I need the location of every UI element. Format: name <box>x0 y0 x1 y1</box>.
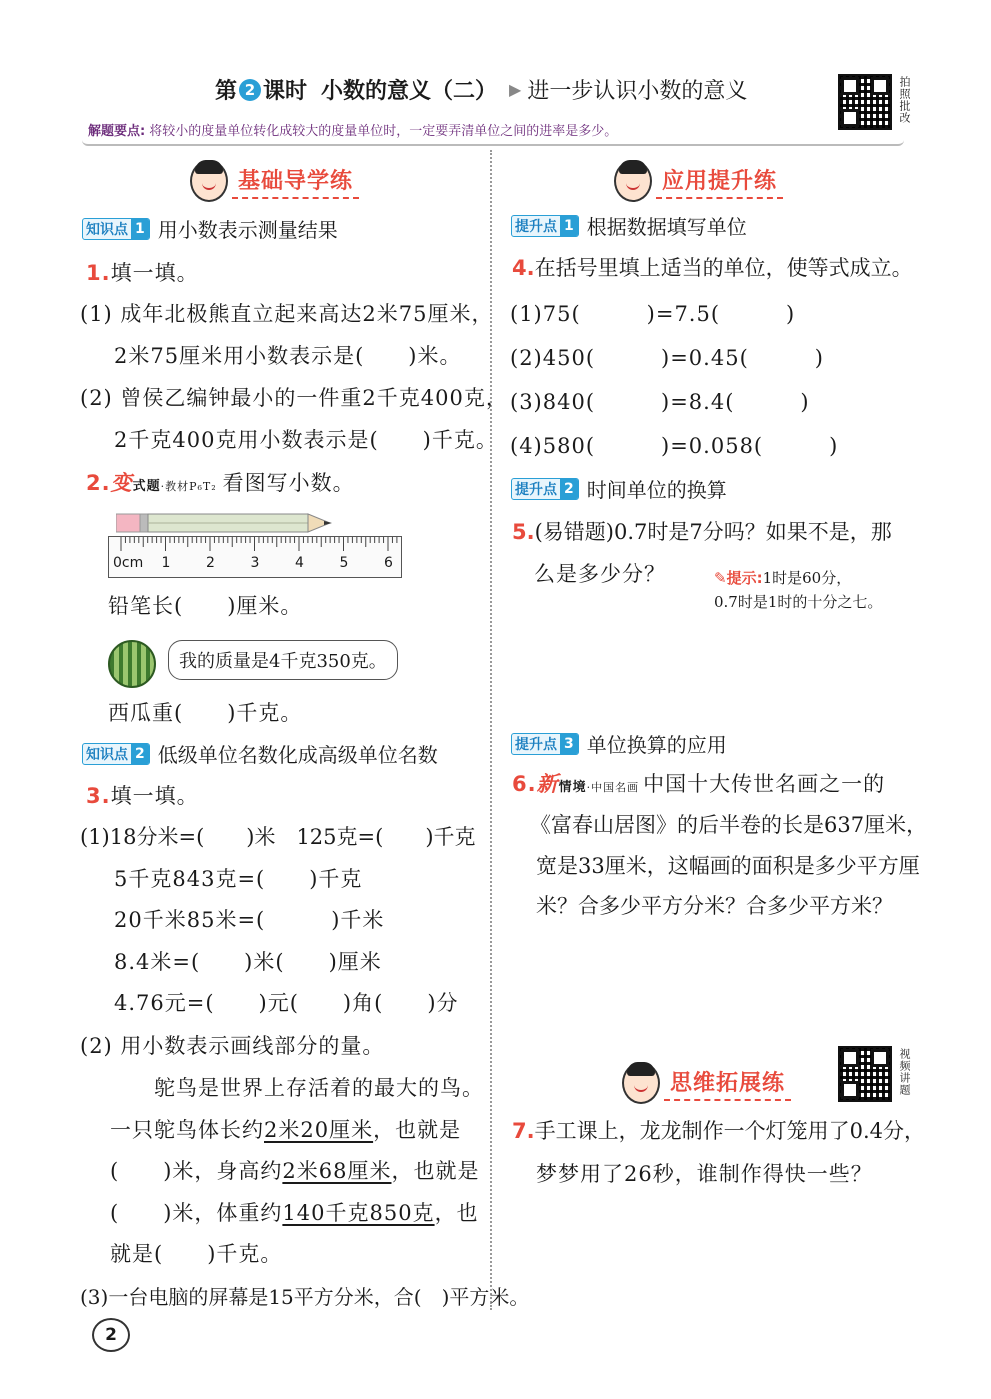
tip-text: 将较小的度量单位转化成较大的度量单位时，一定要弄清单位之间的进率是多少。 <box>149 123 618 139</box>
question-7-line-1 <box>512 1115 925 1145</box>
page-number-text: 2 <box>105 1325 117 1345</box>
kp-badge-label: 知识点 <box>86 221 128 238</box>
hint-icon: ✎ <box>714 569 727 587</box>
question-number: 3. <box>86 784 111 808</box>
q3-row-5: 4.76元=( )元( )角( )分 <box>114 991 459 1015</box>
q3-ostrich-2 <box>110 1114 461 1144</box>
text: 一只鸵鸟体长约 <box>110 1118 264 1142</box>
q4-row-2: (2)450( )=0.45( ) <box>510 346 824 370</box>
question-6-line-3: 宽是33厘米，这幅画的面积是多少平方厘 <box>536 854 920 878</box>
q3-row-2: 5千克843克=( )千克 <box>114 867 363 891</box>
hint-box <box>714 566 882 614</box>
text: ，也就是 <box>391 1159 480 1183</box>
knowledge-point-1 <box>82 214 338 243</box>
q3-ostrich-3 <box>110 1155 479 1185</box>
variant-tag: 变 <box>110 471 133 495</box>
scenario-tag-3: ·中国名画 <box>586 781 640 794</box>
q1-line-1: (1) 成年北极熊直立起来高达2米75厘米， <box>80 302 494 326</box>
ruler-tick-label: 4 <box>295 555 304 571</box>
section-title-text: 基础导学练 <box>232 164 359 199</box>
section-title-basic <box>190 160 359 202</box>
section-title-text: 应用提升练 <box>656 164 783 199</box>
kp-badge <box>511 478 579 500</box>
q1-line-4: 2千克400克用小数表示是( )千克。 <box>114 428 498 452</box>
underlined-quantity: 140千克850克 <box>282 1201 435 1225</box>
textbook-ref: ·教材P₆T₂ <box>160 480 217 493</box>
question-text: 填一填。 <box>110 261 199 285</box>
underlined-quantity: 2米68厘米 <box>282 1159 392 1183</box>
ruler-tick-label: 0cm <box>113 555 144 571</box>
hint-text-1: 1时是60分， <box>762 569 852 587</box>
question-number: 6. <box>512 772 537 796</box>
ruler <box>108 536 402 578</box>
improve-point-2 <box>511 474 727 503</box>
kp-label: 单位换算的应用 <box>586 733 727 757</box>
lesson-title: 小数的意义（二） <box>321 79 498 104</box>
kp-badge-label: 提升点 <box>515 218 557 235</box>
watermelon-bubble <box>168 640 398 680</box>
kp-badge-label: 提升点 <box>515 736 557 753</box>
section-title-apply <box>614 160 783 202</box>
kp-label: 低级单位名数化成高级单位名数 <box>157 743 438 767</box>
kp-badge-label: 知识点 <box>86 746 128 763</box>
q3-ostrich-1: 鸵鸟是世界上存活着的最大的鸟。 <box>154 1076 484 1100</box>
q4-row-4: (4)580( )=0.058( ) <box>510 434 839 458</box>
page-number <box>92 1318 130 1352</box>
q3-row-3: 20千米85米=( )千米 <box>114 908 385 932</box>
question-6-line-1 <box>512 768 885 798</box>
lesson-prefix: 第 <box>215 79 238 104</box>
kp-badge <box>511 215 579 237</box>
ruler-tick-label: 1 <box>161 555 171 571</box>
bubble-text: 我的质量是4千克350克。 <box>179 651 387 672</box>
question-6-line-4: 米？合多少平方分米？合多少平方米？ <box>536 894 893 918</box>
ruler-tick-label: 6 <box>384 555 393 571</box>
qr-label: 拍照批改 <box>898 76 911 124</box>
student-face-icon <box>190 160 228 202</box>
student-face-icon <box>614 160 652 202</box>
ruler-ticks <box>109 537 401 555</box>
kp-label: 根据数据填写单位 <box>586 215 747 239</box>
lesson-suffix: 课时 <box>263 79 308 104</box>
lesson-header <box>215 74 747 105</box>
watermelon-icon <box>108 640 156 688</box>
q4-row-1: (1)75( )=7.5( ) <box>510 302 796 326</box>
question-number: 2. <box>86 471 111 495</box>
question-5-line-1 <box>512 516 892 546</box>
melon-answer: 西瓜重( )千克。 <box>108 701 303 725</box>
hint-text-2: 0.7时是1时的十分之七。 <box>714 593 883 611</box>
q1-line-3: (2) 曾侯乙编钟最小的一件重2千克400克， <box>80 386 508 410</box>
kp-badge <box>511 733 579 755</box>
question-1-title <box>86 257 199 287</box>
kp-badge <box>82 218 150 240</box>
play-arrow-icon: ▶ <box>509 80 522 99</box>
q3-ostrich-5: 就是( )千克。 <box>110 1242 283 1266</box>
text: ，也 <box>434 1201 479 1225</box>
q4-row-3: (3)840( )=8.4( ) <box>510 390 810 414</box>
q3-part-2: (2) 用小数表示画线部分的量。 <box>80 1034 385 1058</box>
question-7-line-2: 梦梦用了26秒，谁制作得快一些？ <box>536 1162 873 1186</box>
ruler-tick-label: 3 <box>250 555 260 571</box>
variant-tag-2: 式题 <box>132 479 161 494</box>
improve-point-1 <box>511 211 747 240</box>
question-text: (易错题)0.7时是7分吗？如果不是，那 <box>534 520 892 544</box>
student-face-icon <box>622 1062 660 1104</box>
question-text: 在括号里填上适当的单位，使等式成立。 <box>534 256 913 280</box>
question-6-line-2: 《富春山居图》的后半卷的长是637厘米， <box>530 813 928 837</box>
kp-badge-num: 1 <box>131 219 149 239</box>
pencil-illustration <box>116 510 336 536</box>
lesson-number-badge: 2 <box>239 79 261 101</box>
question-number: 4. <box>512 256 535 280</box>
kp-label: 用小数表示测量结果 <box>157 218 338 242</box>
q3-part-3: (3)一台电脑的屏幕是15平方分米，合( )平方米。 <box>80 1285 530 1309</box>
pencil-answer: 铅笔长( )厘米。 <box>108 594 303 618</box>
question-text: 中国十大传世名画之一的 <box>643 772 886 796</box>
text: ( )米，体重约 <box>110 1201 283 1225</box>
question-2-title <box>86 467 355 497</box>
improve-point-3 <box>511 729 727 758</box>
kp-badge-num: 3 <box>560 734 578 754</box>
q3-row-4: 8.4米=( )米( )厘米 <box>114 950 382 974</box>
q1-line-2: 2米75厘米用小数表示是( )米。 <box>114 344 462 368</box>
tip-label: 解题要点: <box>88 123 146 139</box>
question-text: 看图写小数。 <box>222 471 355 495</box>
kp-badge-num: 2 <box>560 479 578 499</box>
video-qr-label: 视频讲题 <box>898 1048 911 1096</box>
underlined-quantity: 2米20厘米 <box>264 1118 374 1142</box>
question-text: 手工课上，龙龙制作一个灯笼用了0.4分， <box>534 1119 925 1143</box>
section-title-text: 思维拓展练 <box>664 1066 791 1101</box>
question-3-title <box>86 780 199 810</box>
question-number: 7. <box>512 1119 535 1143</box>
kp-badge <box>82 743 150 765</box>
kp-badge-num: 2 <box>131 744 149 764</box>
new-scenario-tag: 新 <box>536 772 559 796</box>
lesson-subtitle: 进一步认识小数的意义 <box>527 79 748 104</box>
tip-bar <box>82 114 904 146</box>
knowledge-point-2 <box>82 739 438 768</box>
scenario-tag-2: 情境 <box>558 780 587 795</box>
kp-badge-num: 1 <box>560 216 578 236</box>
question-number: 1. <box>86 261 111 285</box>
question-number: 5. <box>512 520 535 544</box>
ruler-tick-label: 2 <box>206 555 215 571</box>
kp-badge-label: 提升点 <box>515 481 557 498</box>
q3-ostrich-4 <box>110 1197 479 1227</box>
section-title-extend <box>622 1062 791 1104</box>
kp-label: 时间单位的换算 <box>586 478 727 502</box>
question-4-title <box>512 252 913 282</box>
question-text: 填一填。 <box>110 784 199 808</box>
question-5-line-2: 么是多少分？ <box>534 562 666 586</box>
hint-label: 提示: <box>726 569 763 587</box>
text: ( )米，身高约 <box>110 1159 283 1183</box>
ruler-tick-label: 5 <box>339 555 349 571</box>
text: ，也就是 <box>373 1118 462 1142</box>
q3-row-1: (1)18分米=( )米 125克=( )千克 <box>80 825 476 849</box>
video-qr-code-icon[interactable] <box>838 1046 892 1102</box>
